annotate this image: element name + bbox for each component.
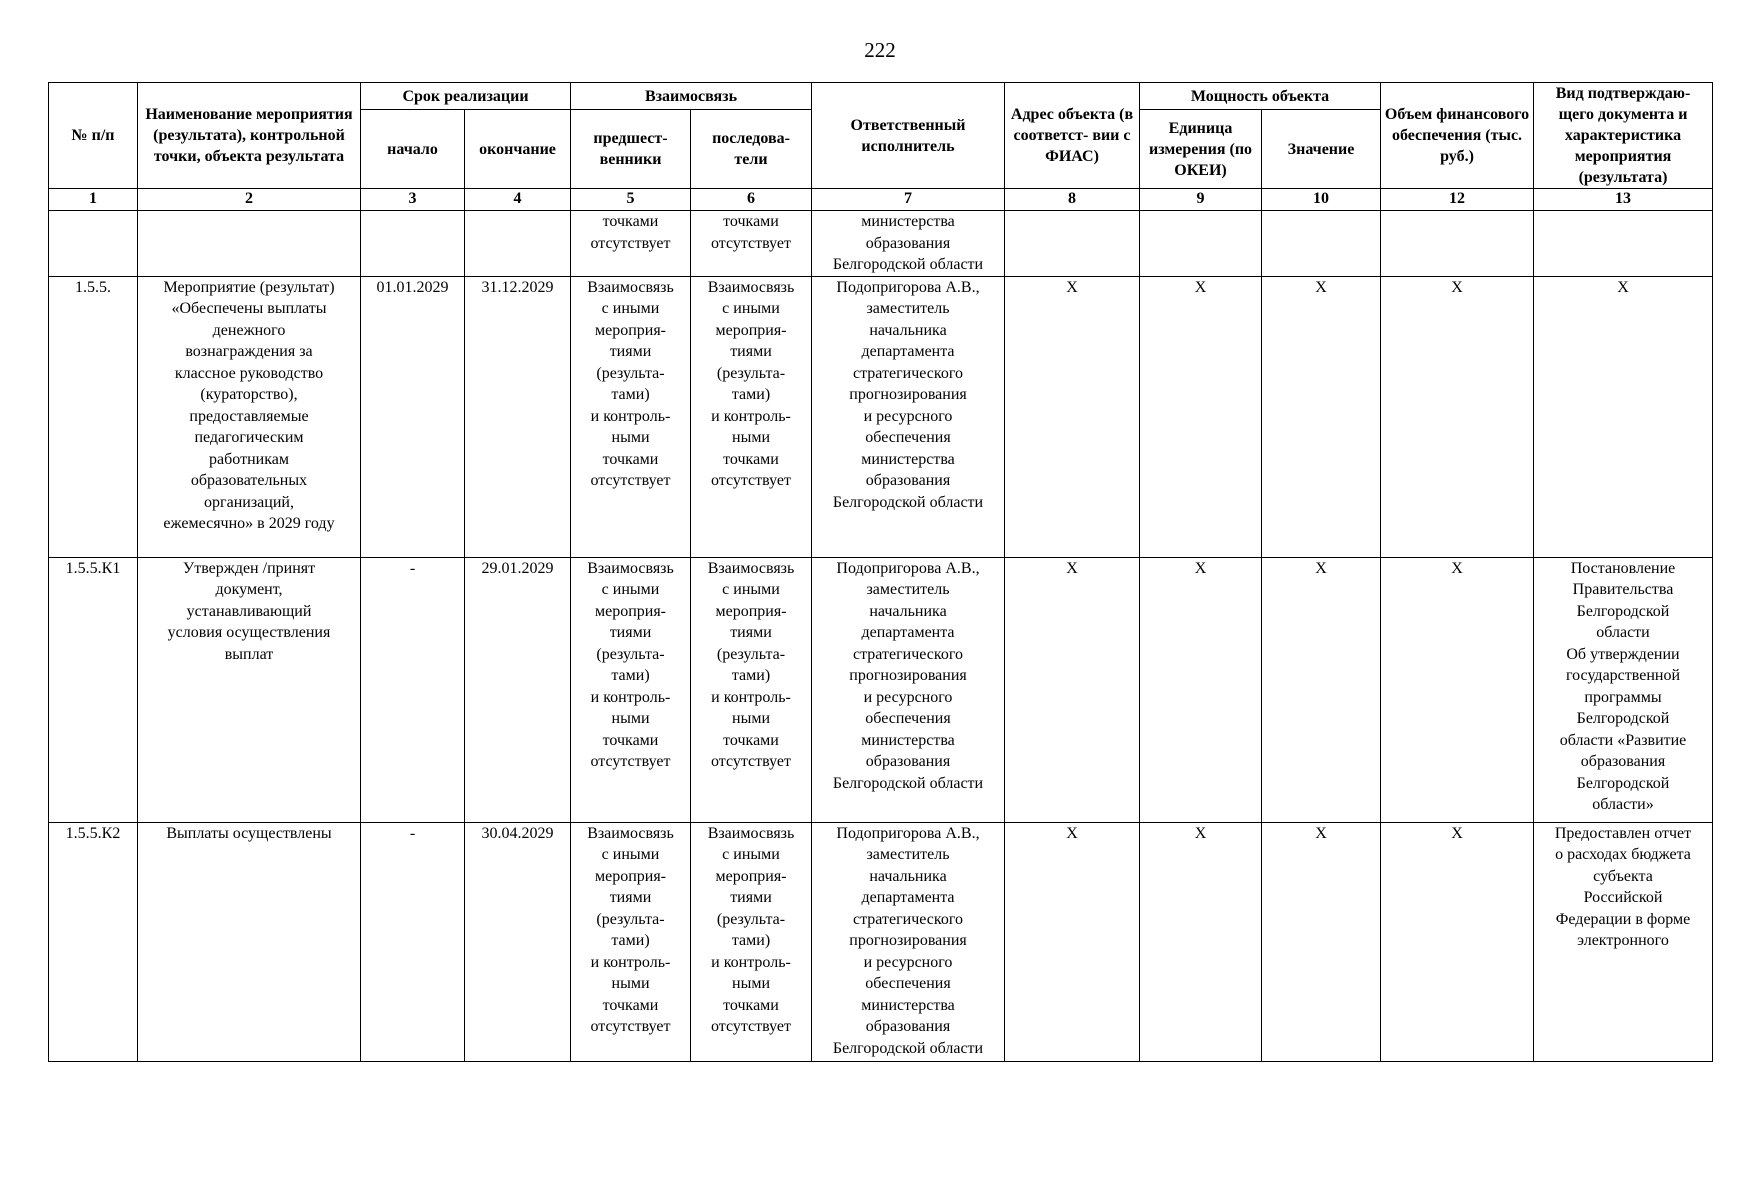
cell-end: 29.01.2029	[465, 557, 571, 822]
column-number: 12	[1381, 189, 1534, 211]
cell-successors: Взаимосвязь с иными мероприя- тиями (результа- тами) и контроль- ными точками отсутствует	[691, 822, 812, 1061]
cell-responsible: Подопригорова А.В., заместитель начальника департамента стратегического прогнозирования и ресурсного обеспечения министерства образования Белгородской области	[812, 557, 1005, 822]
cell-unit	[1140, 211, 1262, 277]
cell-responsible: Подопригорова А.В., заместитель начальника департамента стратегического прогнозирования и ресурсного обеспечения министерства образования Белгородской области	[812, 276, 1005, 557]
column-number: 10	[1262, 189, 1381, 211]
cell-funding: X	[1381, 822, 1534, 1061]
cell-unit: X	[1140, 557, 1262, 822]
cell-successors: точками отсутствует	[691, 211, 812, 277]
column-number: 13	[1534, 189, 1713, 211]
cell-predecessors: Взаимосвязь с иными мероприя- тиями (результа- тами) и контроль- ными точками отсутствует	[571, 822, 691, 1061]
cell-address	[1005, 211, 1140, 277]
header-name: Наименование мероприятия (результата), контрольной точки, объекта результата	[138, 83, 361, 189]
cell-name: Утвержден /принят документ, устанавливающий условия осуществления выплат	[138, 557, 361, 822]
cell-predecessors: Взаимосвязь с иными мероприя- тиями (результа- тами) и контроль- ными точками отсутствует	[571, 557, 691, 822]
header-funding: Объем финансового обеспечения (тыс. руб.)	[1381, 83, 1534, 189]
table-row	[49, 211, 1713, 277]
cell-value: X	[1262, 557, 1381, 822]
table-row	[49, 557, 1713, 822]
cell-no: 1.5.5.К2	[49, 822, 138, 1061]
table-row	[49, 822, 1713, 1061]
cell-funding: X	[1381, 557, 1534, 822]
cell-end: 30.04.2029	[465, 822, 571, 1061]
cell-predecessors: точками отсутствует	[571, 211, 691, 277]
cell-unit: X	[1140, 276, 1262, 557]
cell-doc: X	[1534, 276, 1713, 557]
header-predecessors: предшест- венники	[571, 110, 691, 189]
column-number: 1	[49, 189, 138, 211]
cell-end: 31.12.2029	[465, 276, 571, 557]
header-end: окончание	[465, 110, 571, 189]
cell-successors: Взаимосвязь с иными мероприя- тиями (результа- тами) и контроль- ными точками отсутствует	[691, 557, 812, 822]
cell-value	[1262, 211, 1381, 277]
header-responsible: Ответственный исполнитель	[812, 83, 1005, 189]
cell-no: 1.5.5.К1	[49, 557, 138, 822]
cell-predecessors: Взаимосвязь с иными мероприя- тиями (результа- тами) и контроль- ными точками отсутствует	[571, 276, 691, 557]
cell-funding	[1381, 211, 1534, 277]
cell-unit: X	[1140, 822, 1262, 1061]
cell-responsible: министерства образования Белгородской области	[812, 211, 1005, 277]
cell-start	[361, 211, 465, 277]
cell-address: X	[1005, 822, 1140, 1061]
cell-no	[49, 211, 138, 277]
header-capacity-group: Мощность объекта	[1140, 83, 1381, 110]
cell-doc: Постановление Правительства Белгородской области Об утверждении государственной программы Белгородской области «Развитие образования Белгородской области»	[1534, 557, 1713, 822]
cell-name: Мероприятие (результат) «Обеспечены выплаты денежного вознаграждения за классное руководство (кураторство), предоставляемые педагогическим работникам образовательных организаций, ежемесячно» в 2029 году	[138, 276, 361, 557]
column-number-row	[49, 189, 1713, 211]
column-number: 5	[571, 189, 691, 211]
column-number: 8	[1005, 189, 1140, 211]
cell-end	[465, 211, 571, 277]
cell-value: X	[1262, 822, 1381, 1061]
column-number: 2	[138, 189, 361, 211]
header-term-group: Срок реализации	[361, 83, 571, 110]
cell-name	[138, 211, 361, 277]
column-number: 3	[361, 189, 465, 211]
cell-successors: Взаимосвязь с иными мероприя- тиями (результа- тами) и контроль- ными точками отсутствует	[691, 276, 812, 557]
header-start: начало	[361, 110, 465, 189]
cell-address: X	[1005, 557, 1140, 822]
header-unit: Единица измерения (по ОКЕИ)	[1140, 110, 1262, 189]
header-doc-type: Вид подтверждаю- щего документа и характеристика мероприятия (результата)	[1534, 83, 1713, 189]
cell-value: X	[1262, 276, 1381, 557]
header-no: № п/п	[49, 83, 138, 189]
header-value: Значение	[1262, 110, 1381, 189]
cell-funding: X	[1381, 276, 1534, 557]
header-address: Адрес объекта (в соответст- вии с ФИАС)	[1005, 83, 1140, 189]
cell-start: -	[361, 557, 465, 822]
page-number: 222	[864, 38, 896, 62]
column-number: 6	[691, 189, 812, 211]
column-number: 7	[812, 189, 1005, 211]
cell-start: 01.01.2029	[361, 276, 465, 557]
cell-responsible: Подопригорова А.В., заместитель начальника департамента стратегического прогнозирования и ресурсного обеспечения министерства образования Белгородской области	[812, 822, 1005, 1061]
cell-no: 1.5.5.	[49, 276, 138, 557]
cell-doc: Предоставлен отчет о расходах бюджета субъекта Российской Федерации в форме электронного	[1534, 822, 1713, 1061]
cell-name: Выплаты осуществлены	[138, 822, 361, 1061]
table-row	[49, 276, 1713, 557]
header-row-top	[49, 83, 1713, 110]
column-number: 4	[465, 189, 571, 211]
cell-address: X	[1005, 276, 1140, 557]
cell-doc	[1534, 211, 1713, 277]
column-number: 9	[1140, 189, 1262, 211]
header-successors: последова- тели	[691, 110, 812, 189]
cell-start: -	[361, 822, 465, 1061]
header-relation-group: Взаимосвязь	[571, 83, 812, 110]
activities-table	[48, 82, 1713, 1062]
